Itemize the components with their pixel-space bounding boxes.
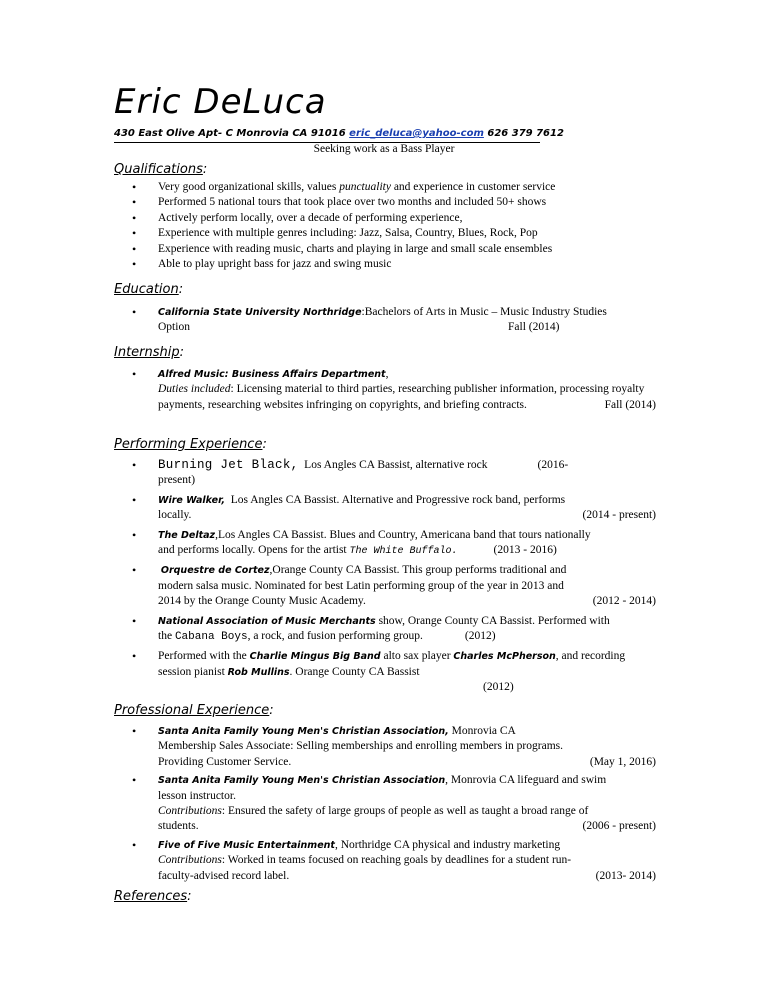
applicant-name: Eric DeLuca — [114, 82, 327, 122]
objective: Seeking work as a Bass Player — [313, 143, 455, 155]
section-references: References: — [114, 889, 192, 904]
qualifications-list — [132, 180, 662, 272]
list-item: • Very good organizational skills, values punctuality and experience in customer service — [132, 180, 662, 195]
section-education: Education: — [114, 282, 184, 297]
list-item: • Santa Anita Family Young Men's Christian Association, Monrovia CA Membership Sales Associate: Selling memberships and enrolling members in programs. Providing Customer Service. (May 1, 2016) — [132, 724, 656, 770]
list-item: • Burning Jet Black, Los Angles CA Bassist, alternative rock (2016- present) — [132, 458, 656, 489]
list-item: • Five of Five Music Entertainment, Northridge CA physical and industry marketing Contributions: Worked in teams focused on reaching goals by deadlines for a student run- faculty-advised record label. (2013- 2014) — [132, 838, 656, 884]
list-item: • Actively perform locally, over a decade of performing experience, — [132, 211, 662, 226]
internship-list — [132, 367, 656, 414]
list-item: • Experience with multiple genres including: Jazz, Salsa, Country, Blues, Rock, Pop — [132, 226, 662, 241]
section-internship: Internship: — [114, 345, 185, 360]
school-name: California State University Northridge — [158, 307, 362, 318]
section-qualifications: Qualifications: — [114, 162, 208, 177]
list-item: • Wire Walker, Los Angles CA Bassist. Alternative and Progressive rock band, performs locally. (2014 - present) — [132, 493, 656, 524]
list-item: • Performed 5 national tours that took place over two months and included 50+ shows — [132, 195, 662, 210]
list-item: • Experience with reading music, charts and playing in large and small scale ensembles — [132, 242, 662, 257]
education-list — [132, 305, 662, 336]
section-performing: Performing Experience: — [114, 437, 267, 452]
list-item: • Alfred Music: Business Affairs Department, Duties included: Licensing material to third parties, researching publisher information, processing royalty payments, researching websites infringing on copyrights, and briefing contracts. Fall (2014) — [132, 367, 656, 414]
list-item: • Orquestre de Cortez,Orange County CA Bassist. This group performs traditional and modern salsa music. Nominated for best Latin performing group of the year in 2013 and 2014 by the Orange County Music Academy. (2012 - 2014) — [132, 563, 656, 609]
professional-list — [132, 724, 656, 884]
email-link[interactable]: eric_deluca@yahoo-com — [349, 128, 484, 139]
address: 430 East Olive Apt- C Monrovia CA 91016 — [114, 128, 346, 139]
section-professional: Professional Experience: — [114, 703, 274, 718]
list-item: • National Association of Music Merchants show, Orange County CA Bassist. Performed with the Cabana Boys, a rock, and fusion performing group. (2012) — [132, 614, 656, 646]
phone: 626 379 7612 — [487, 128, 564, 139]
performing-list — [132, 458, 656, 696]
list-item: • Santa Anita Family Young Men's Christian Association, Monrovia CA lifeguard and swim lesson instructor. Contributions: Ensured the safety of large groups of people as well as taught a broad range of students. (2006 - present) — [132, 773, 656, 835]
list-item: • The Deltaz,Los Angles CA Bassist. Blues and Country, Americana band that tours nationally and performs locally. Opens for the artist The White Buffalo. (2013 - 2016) — [132, 528, 656, 560]
list-item: • Performed with the Charlie Mingus Big Band alto sax player Charles McPherson, and recording session pianist Rob Mullins. Orange County CA Bassist (2012) — [132, 649, 656, 695]
list-item: • California State University Northridge:Bachelors of Arts in Music – Music Industry Studies Option Fall (2014) — [132, 305, 662, 336]
contact-line — [114, 128, 564, 139]
list-item: • Able to play upright bass for jazz and swing music — [132, 257, 662, 272]
